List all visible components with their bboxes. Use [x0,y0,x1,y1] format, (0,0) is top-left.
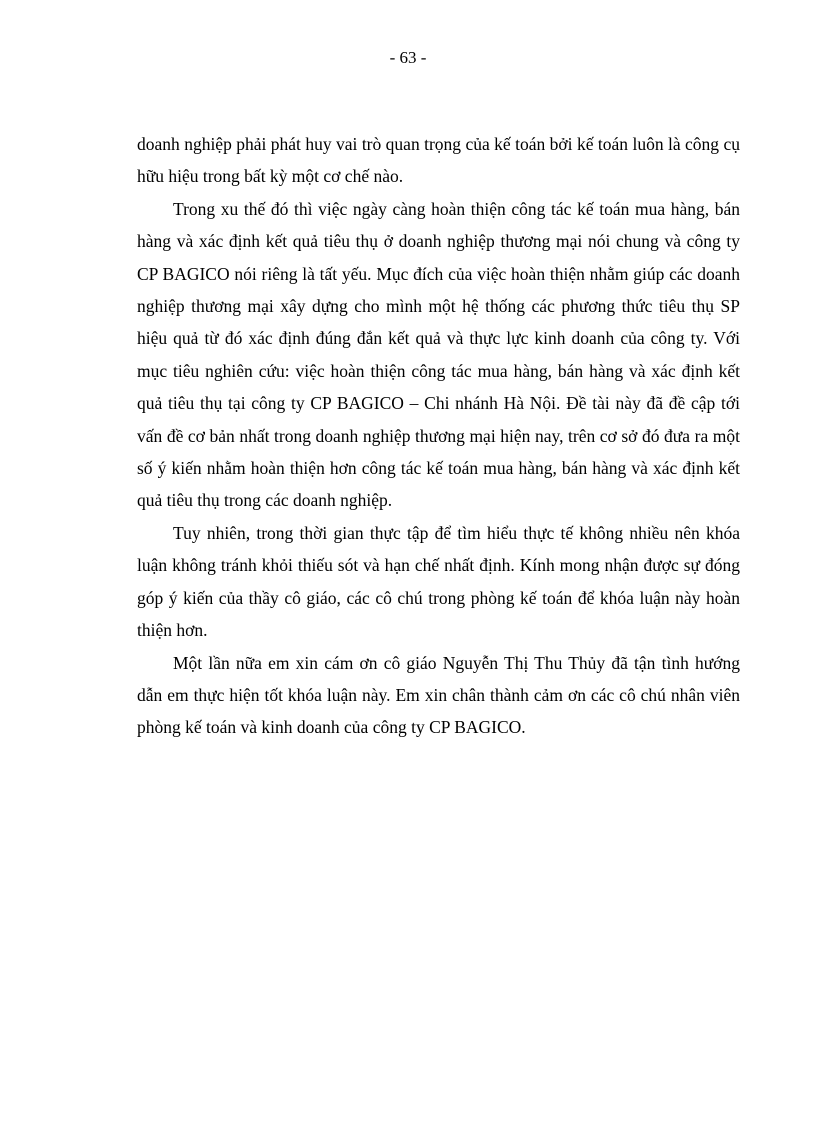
paragraph-limitations: Tuy nhiên, trong thời gian thực tập để tìm hiểu thực tế không nhiều nên khóa luận không tránh khỏi thiếu sót và hạn chế nhất định. Kính mong nhận được sự đóng góp ý kiến của thầy cô giáo, các cô chú trong phòng kế toán để khóa luận này hoàn thiện hơn. [137,522,740,641]
document-body [137,128,740,744]
paragraph-acknowledgement: Một lần nữa em xin cám ơn cô giáo Nguyễn Thị Thu Thủy đã tận tình hướng dẫn em thực hiện tốt khóa luận này. Em xin chân thành cảm ơn các cô chú nhân viên phòng kế toán và kinh doanh của công ty CP BAGICO. [137,652,740,738]
paragraph-continuation: doanh nghiệp phải phát huy vai trò quan trọng của kế toán bởi kế toán luôn là công cụ hữu hiệu trong bất kỳ một cơ chế nào. [137,134,740,187]
page-number: - 63 - [389,48,427,67]
paragraph-context: Trong xu thế đó thì việc ngày càng hoàn thiện công tác kế toán mua hàng, bán hàng và xác định kết quả tiêu thụ ở doanh nghiệp thương mại nói chung và công ty CP BAGICO nói riêng là tất yếu. Mục đích của việc hoàn thiện nhằm giúp các doanh nghiệp thương mại xây dựng cho mình một hệ thống các phương thức tiêu thụ SP hiệu quả từ đó xác định đúng đắn kết quả và thực lực kinh doanh của công ty. Với mục tiêu nghiên cứu: việc hoàn thiện công tác mua hàng, bán hàng và xác định kết quả tiêu thụ tại công ty CP BAGICO – Chi nhánh Hà Nội. Đề tài này đã đề cập tới vấn đề cơ bản nhất trong doanh nghiệp thương mại hiện nay, trên cơ sở đó đưa ra một số ý kiến nhằm hoàn thiện hơn công tác kế toán mua hàng, bán hàng và xác định kết quả tiêu thụ trong các doanh nghiệp. [137,198,740,511]
